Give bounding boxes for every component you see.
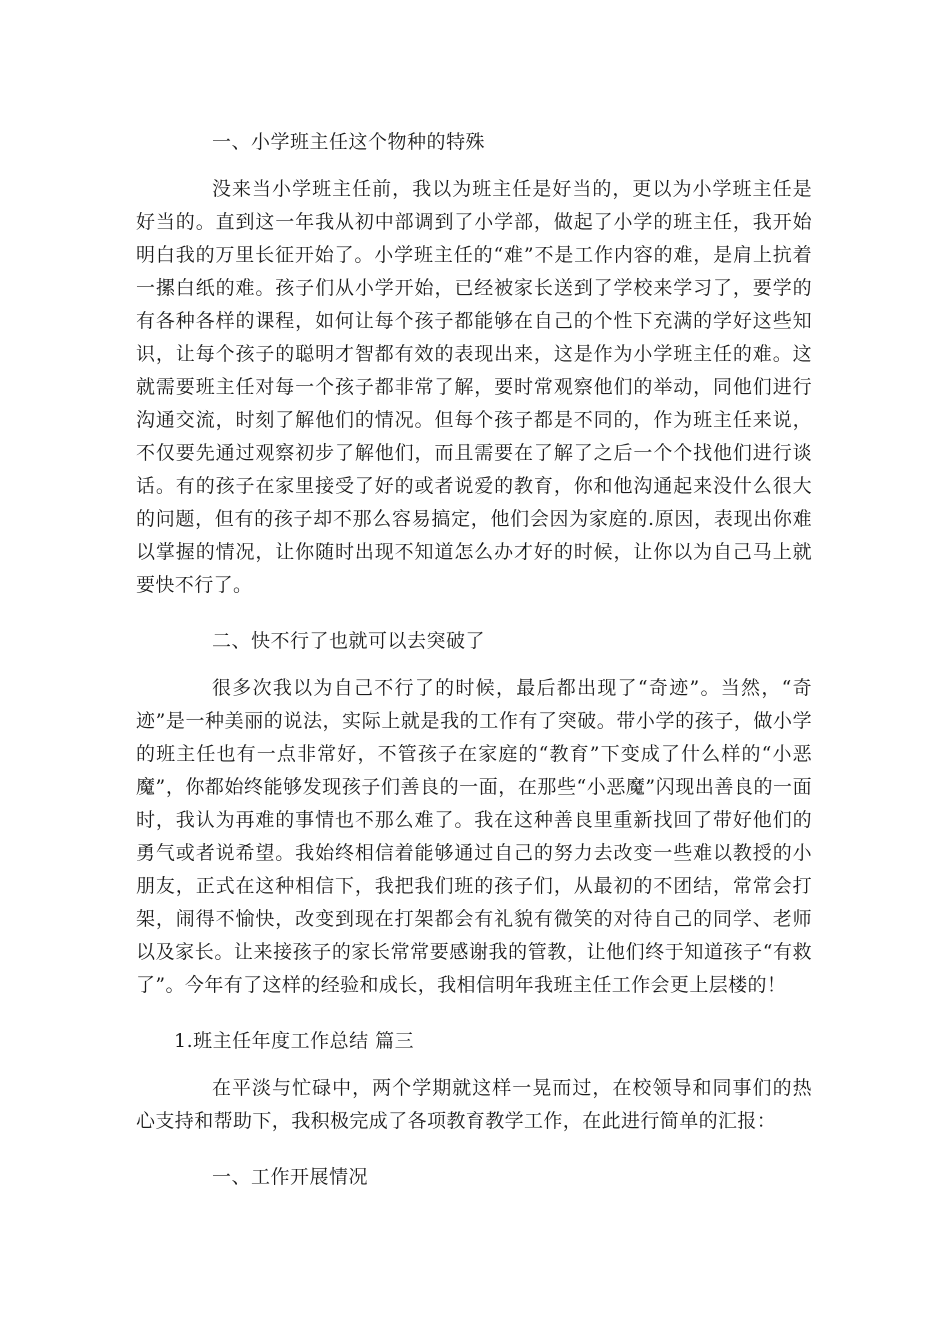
intro-paragraph: 在平淡与忙碌中，两个学期就这样一晃而过，在校领导和同事们的热心支持和帮助下，我积极完成了各项教育教学工作，在此进行简单的汇报： [136,1077,812,1132]
section-heading: 一、工作开展情况 [212,1166,369,1188]
body-paragraph: 没来当小学班主任前，我以为班主任是好当的，更以为小学班主任是好当的。直到这一年我从初中部调到了小学部，做起了小学的班主任，我开始明白我的万里长征开始了。小学班主任的“难”不是工作内容的难，是肩上抗着一摞白纸的难。孩子们从小学开始，已经被家长送到了学校来学习了，要学的有各种各样的课程，如何让每个孩子都能够在自己的个性下充满的学好这些知识，让每个孩子的聪明才智都有效的表现出来，这是作为小学班主任的难。这就需要班主任对每一个孩子都非常了解，要时常观察他们的举动，同他们进行沟通交流，时刻了解他们的情况。但每个孩子都是不同的，作为班主任来说，不仅要先通过观察初步了解他们，而且需要在了解了之后一个个找他们进行谈话。有的孩子在家里接受了好的或者说爱的教育，你和他沟通起来没什么很大的问题，但有的孩子却不那么容易搞定，他们会因为家庭的.原因，表现出你难以掌握的情况，让你随时出现不知道怎么办才好的时候，让你以为自己马上就要快不行了。 [136,178,812,596]
section-heading: 一、小学班主任这个物种的特殊 [212,131,486,153]
section-heading: 二、快不行了也就可以去突破了 [212,630,486,652]
article-title: 1.班主任年度工作总结 篇三 [174,1030,415,1052]
document-body [136,126,812,1194]
body-paragraph: 很多次我以为自己不行了的时候，最后都出现了“奇迹”。当然，“奇迹”是一种美丽的说法，实际上就是我的工作有了突破。带小学的孩子，做小学的班主任也有一点非常好，不管孩子在家庭的“教育”下变成了什么样的“小恶魔”，你都始终能够发现孩子们善良的一面，在那些“小恶魔”闪现出善良的一面时，我认为再难的事情也不那么难了。我在这种善良里重新找回了带好他们的勇气或者说希望。我始终相信着能够通过自己的努力去改变一些难以教授的小朋友，正式在这种相信下，我把我们班的孩子们，从最初的不团结，常常会打架，闹得不愉快，改变到现在打架都会有礼貌有微笑的对待自己的同学、老师以及家长。让来接孩子的家长常常要感谢我的管教，让他们终于知道孩子“有救了”。今年有了这样的经验和成长，我相信明年我班主任工作会更上层楼的！ [136,677,812,996]
